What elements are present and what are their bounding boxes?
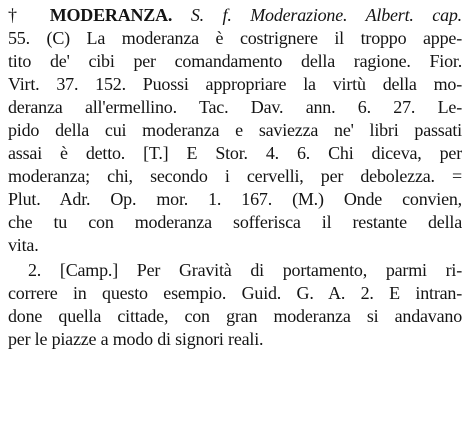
entry-headline — [8, 4, 462, 26]
headword: MODERANZA. — [49, 5, 173, 25]
entry-line: assai è detto. [T.] E Stor. 4. 6. Chi diceva, per — [8, 143, 462, 163]
entry-line: deranza all'ermellino. Tac. Dav. ann. 6. 27. Le- — [8, 97, 462, 117]
entry-line: Virt. 37. 152. Puossi appropriare la virtù della mo- — [8, 74, 462, 94]
entry-line: Plut. Adr. Op. mor. 1. 167. (M.) Onde convien, — [8, 189, 462, 209]
sense-2-line-last: per le piazze a modo di signori reali. — [8, 329, 264, 349]
sense-2-line: correre in questo esempio. Guid. G. A. 2. E intran- — [8, 283, 462, 303]
entry-line: 55. (C) La moderanza è costrignere il troppo appe- — [8, 28, 462, 48]
sense-2-line: done quella cittade, con gran moderanza si andavano — [8, 306, 462, 326]
entry-line: tito de' cibi per comandamento della ragione. Fior. — [8, 51, 462, 71]
entry-headline-rest: S. f. Moderazione. Albert. cap. — [172, 5, 462, 25]
entry-line: che tu con moderanza sofferisca il restante della — [8, 212, 462, 232]
entry-line: moderanza; chi, secondo i cervelli, per debolezza. = — [8, 166, 462, 186]
sense-2-line: 2. [Camp.] Per Gravità di portamento, parmi ri- — [28, 260, 462, 280]
entry-line: pido della cui moderanza e saviezza ne' libri passati — [8, 120, 462, 140]
dagger-mark: † — [8, 5, 32, 25]
entry-line-last: vita. — [8, 235, 39, 255]
